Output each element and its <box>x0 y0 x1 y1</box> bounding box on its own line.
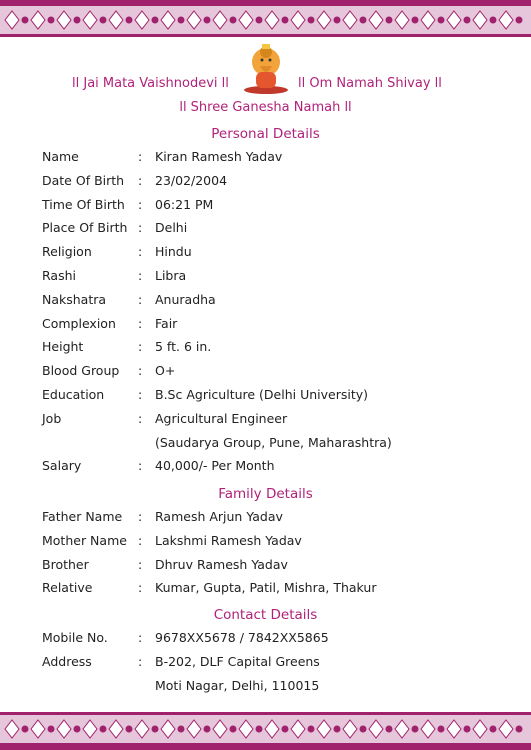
colon-separator: : <box>138 410 143 426</box>
border-dot <box>100 17 106 23</box>
border-dot <box>412 726 418 732</box>
border-dot <box>282 17 288 23</box>
border-dot <box>412 17 418 23</box>
border-dot <box>126 726 132 732</box>
family-row-label: Brother <box>42 556 89 572</box>
personal-row-value: (Saudarya Group, Pune, Maharashtra) <box>155 434 392 450</box>
personal-row-value: 06:21 PM <box>155 196 214 212</box>
border-dot <box>464 726 470 732</box>
personal-row-value: Kiran Ramesh Yadav <box>155 149 283 164</box>
personal-row <box>42 337 502 357</box>
colon-separator: : <box>138 458 143 474</box>
border-dot <box>22 17 28 23</box>
colon-separator: : <box>138 580 143 596</box>
family-row-label: Mother Name <box>42 532 127 548</box>
colon-separator: : <box>138 220 143 236</box>
personal-row-label: Date Of Birth <box>42 172 125 188</box>
border-dot <box>22 726 28 732</box>
border-dot <box>360 726 366 732</box>
contact-row <box>42 652 502 672</box>
personal-row-label: Height <box>42 339 84 355</box>
personal-row-value: Anuradha <box>155 291 216 307</box>
contact-row-value: 9678XX5678 / 7842XX5865 <box>155 630 329 645</box>
colon-separator: : <box>138 196 143 212</box>
border-dot <box>490 726 496 732</box>
personal-row-value: Hindu <box>155 244 192 260</box>
contact-row <box>42 676 502 696</box>
colon-separator: : <box>138 268 143 283</box>
colon-separator: : <box>138 363 143 379</box>
border-dot <box>386 17 392 23</box>
personal-row-label: Rashi <box>42 268 76 283</box>
contact-row-value: Moti Nagar, Delhi, 110015 <box>155 677 320 693</box>
family-row-label: Relative <box>42 580 93 596</box>
family-row <box>42 507 502 527</box>
border-dot <box>126 17 132 23</box>
personal-row <box>42 147 502 167</box>
personal-row-label: Complexion <box>42 315 116 331</box>
family-row <box>42 531 502 551</box>
colon-separator: : <box>138 532 143 548</box>
invocation-center: ll Shree Ganesha Namah ll <box>179 100 352 115</box>
colon-separator: : <box>138 149 143 164</box>
personal-row-label: Blood Group <box>42 363 120 379</box>
personal-row <box>42 385 502 405</box>
border-dot <box>334 726 340 732</box>
border-dot <box>256 17 262 23</box>
family-details-heading: Family Details <box>218 486 313 502</box>
colon-separator: : <box>138 291 143 307</box>
border-dot <box>204 17 210 23</box>
border-dot <box>308 17 314 23</box>
personal-row <box>42 218 502 238</box>
personal-row-value: 23/02/2004 <box>155 172 228 188</box>
border-dot <box>438 17 444 23</box>
border-dot <box>74 17 80 23</box>
border-dot <box>178 17 184 23</box>
personal-row-label: Religion <box>42 244 92 260</box>
top-border-pattern <box>0 0 531 38</box>
invocation-right: ll Om Namah Shivay ll <box>298 76 442 91</box>
colon-separator: : <box>138 339 143 355</box>
personal-row-label: Nakshatra <box>42 291 107 307</box>
border-dot <box>152 17 158 23</box>
personal-row-label: Education <box>42 387 105 402</box>
border-dot <box>230 726 236 732</box>
personal-row-value: O+ <box>155 363 176 379</box>
border-dot <box>282 726 288 732</box>
border-dot <box>308 726 314 732</box>
border-dot <box>256 726 262 732</box>
border-dot <box>100 726 106 732</box>
colon-separator: : <box>138 315 143 331</box>
personal-row <box>42 290 502 310</box>
colon-separator: : <box>138 244 143 260</box>
personal-row-label: Name <box>42 149 79 164</box>
personal-row-value: 40,000/- Per Month <box>155 458 275 474</box>
border-dot <box>490 17 496 23</box>
personal-row <box>42 242 502 262</box>
colon-separator: : <box>138 556 143 572</box>
contact-details-heading: Contact Details <box>213 607 318 623</box>
border-dot <box>438 726 444 732</box>
contact-row-label: Address <box>42 653 92 669</box>
family-row-label: Father Name <box>42 509 123 524</box>
bottom-border-pattern <box>0 712 531 750</box>
personal-row-label: Job <box>42 410 62 426</box>
family-row-value: Ramesh Arjun Yadav <box>155 509 283 524</box>
personal-row-value: 5 ft. 6 in. <box>155 339 212 355</box>
family-row-value: Kumar, Gupta, Patil, Mishra, Thakur <box>155 580 377 596</box>
border-dot <box>48 17 54 23</box>
personal-row-label: Time Of Birth <box>42 196 125 212</box>
border-dot <box>516 17 522 23</box>
personal-row <box>42 361 502 381</box>
personal-row <box>42 409 502 429</box>
colon-separator: : <box>138 387 143 402</box>
colon-separator: : <box>138 630 143 645</box>
personal-row-value: Libra <box>155 268 187 283</box>
border-dot <box>360 17 366 23</box>
personal-row <box>42 195 502 215</box>
colon-separator: : <box>138 653 143 669</box>
personal-row-value: Delhi <box>155 220 188 236</box>
border-dot <box>178 726 184 732</box>
border-dot <box>464 17 470 23</box>
border-dot <box>516 726 522 732</box>
colon-separator: : <box>138 509 143 524</box>
personal-row <box>42 171 502 191</box>
personal-row <box>42 266 502 286</box>
border-dot <box>230 17 236 23</box>
border-dot <box>204 726 210 732</box>
family-row-value: Lakshmi Ramesh Yadav <box>155 532 302 548</box>
personal-row-value: Agricultural Engineer <box>155 410 288 426</box>
personal-row-label: Place Of Birth <box>42 220 128 236</box>
contact-row-label: Mobile No. <box>42 630 108 645</box>
family-row-value: Dhruv Ramesh Yadav <box>155 556 288 572</box>
border-dot <box>74 726 80 732</box>
personal-row-value: Fair <box>155 315 178 331</box>
personal-details-heading: Personal Details <box>211 126 320 142</box>
invocation-left: ll Jai Mata Vaishnodevi ll <box>72 76 229 91</box>
colon-separator: : <box>138 172 143 188</box>
personal-row <box>42 314 502 334</box>
border-dot <box>334 17 340 23</box>
personal-row <box>42 456 502 476</box>
personal-row-value: B.Sc Agriculture (Delhi University) <box>155 387 369 402</box>
contact-row <box>42 628 502 648</box>
personal-row <box>42 433 502 453</box>
border-dot <box>48 726 54 732</box>
personal-row-label: Salary <box>42 458 82 474</box>
ganesha-icon <box>240 42 292 94</box>
border-dot <box>386 726 392 732</box>
contact-row-value: B-202, DLF Capital Greens <box>155 653 320 669</box>
family-row <box>42 555 502 575</box>
family-row <box>42 578 502 598</box>
border-dot <box>152 726 158 732</box>
